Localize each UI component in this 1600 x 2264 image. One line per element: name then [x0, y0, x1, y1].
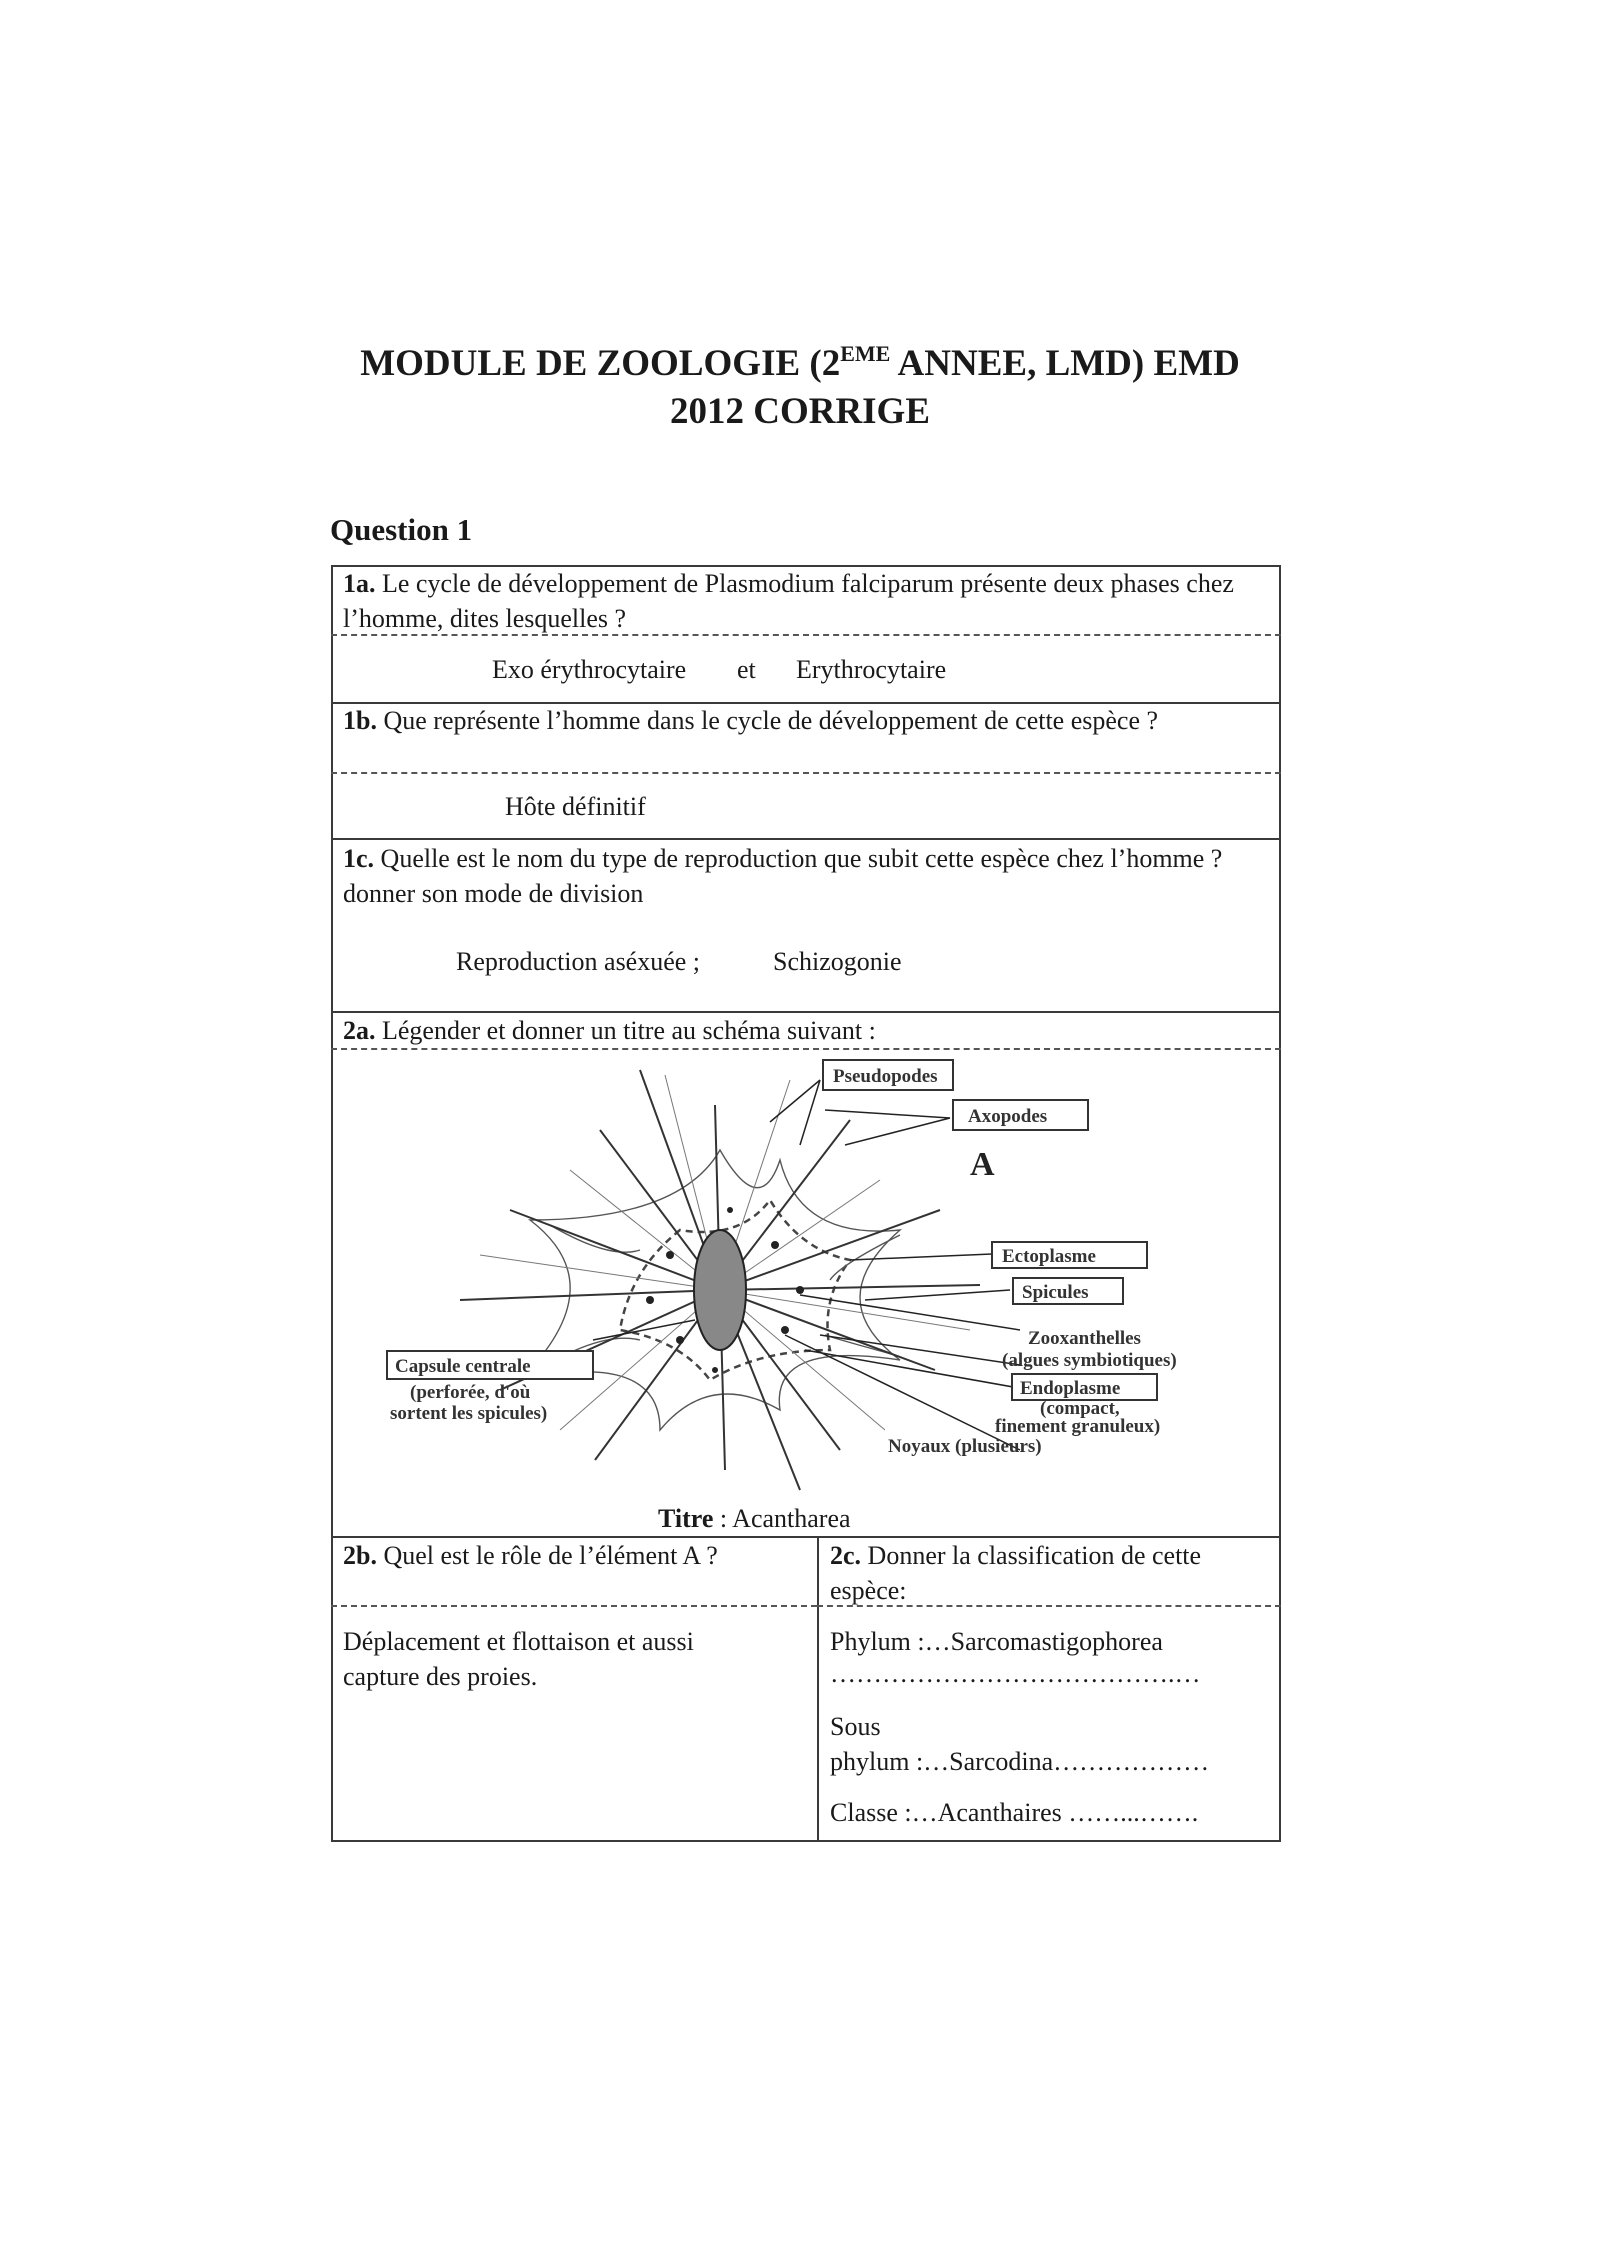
question-2c-label: 2c. [830, 1541, 862, 1570]
axopodes-label: Axopodes [968, 1106, 1048, 1127]
diagram-title-answer [658, 1501, 851, 1536]
question-1b [343, 703, 1243, 738]
answer-1a-phase1: Exo érythrocytaire [492, 655, 687, 684]
answer-2c-classe: Classe :…Acanthaires ……...……. [830, 1798, 1199, 1827]
question-1a [343, 566, 1268, 636]
pseudopodes-label: Pseudopodes [833, 1066, 938, 1087]
answer-2b: Déplacement et flottaison et aussi capture des proies. [343, 1627, 694, 1691]
leader-lines [593, 1080, 1030, 1450]
answer-1b: Hôte définitif [505, 792, 646, 821]
title-line1-a: MODULE DE ZOOLOGIE (2 [360, 343, 841, 384]
spicules-label: Spicules [1022, 1282, 1089, 1303]
answer-2c-phylum: Phylum :…Sarcomastigophorea [830, 1627, 1163, 1656]
question-1b-label: 1b. [343, 706, 377, 735]
question-1b-text: Que représente l’homme dans le cycle de développement de cette espèce ? [376, 706, 1159, 735]
acantharea-diagram [380, 1050, 1220, 1510]
rule-1c [331, 838, 1281, 840]
element-a-label: A [970, 1146, 995, 1183]
zooxanthelles-sublabel: (algues symbiotiques) [1002, 1350, 1177, 1371]
central-capsule-shape [694, 1230, 746, 1350]
noyaux-label: Noyaux (plusieurs) [888, 1436, 1042, 1457]
ectoplasme-label: Ectoplasme [1002, 1246, 1096, 1267]
question-2c-text: Donner la classification de cette espèce: [830, 1541, 1202, 1605]
column-divider [817, 1536, 819, 1842]
question-1a-label: 1a. [343, 569, 376, 598]
answer-1c-reproduction: Reproduction aséxuée ; [456, 947, 701, 976]
answer-1a-separator: et [737, 655, 756, 684]
question-1c [343, 841, 1268, 911]
question-2b-label: 2b. [343, 1541, 377, 1570]
question-2a-label: 2a. [343, 1016, 376, 1045]
answer-2c-sous: Sous [830, 1712, 881, 1741]
question-1c-text: Quelle est le nom du type de reproduction que subit cette espèce chez l’homme ? donner son mode de division [343, 844, 1223, 908]
answer-2c-sous-phylum: phylum :…Sarcodina……………… [830, 1747, 1210, 1776]
diagram-title-label: Titre [658, 1504, 714, 1533]
question-1c-label: 1c. [343, 844, 375, 873]
zooxanthelles-label: Zooxanthelles [1028, 1328, 1141, 1349]
title-line2: 2012 CORRIGE [669, 391, 931, 432]
diagram-title-separator: : [713, 1504, 733, 1533]
title-superscript: EME [840, 341, 891, 366]
question-heading: Question 1 [330, 512, 473, 547]
question-2b [343, 1538, 813, 1573]
endoplasme-sublabel-2: finement granuleux) [995, 1416, 1161, 1437]
answer-2c-phylum-dots: ………………………………….… [830, 1659, 1201, 1688]
document-title [0, 330, 1600, 436]
capsule-sublabel-1: (perforée, d'où [410, 1382, 531, 1403]
endoplasme-label: Endoplasme [1020, 1378, 1121, 1399]
title-line1-b: ANNEE, LMD) EMD [890, 343, 1240, 384]
answer-1c-division: Schizogonie [773, 947, 902, 976]
diagram-title-value: Acantharea [732, 1504, 851, 1533]
capsule-sublabel-2: sortent les spicules) [390, 1403, 548, 1424]
question-2c [830, 1538, 1270, 1608]
question-1a-text: Le cycle de développement de Plasmodium falciparum présente deux phases chez l’homme, dites lesquelles ? [343, 569, 1234, 633]
question-2a-text: Légender et donner un titre au schéma suivant : [375, 1016, 876, 1045]
endoplasme-sublabel-1: (compact, [1040, 1398, 1120, 1419]
question-2b-text: Quel est le rôle de l’élément A ? [376, 1541, 718, 1570]
question-2a [343, 1013, 1243, 1048]
capsule-label: Capsule centrale [395, 1356, 531, 1377]
divider-1b [331, 772, 1281, 774]
answer-1a-phase2: Erythrocytaire [796, 655, 947, 684]
divider-2b [331, 1605, 817, 1607]
